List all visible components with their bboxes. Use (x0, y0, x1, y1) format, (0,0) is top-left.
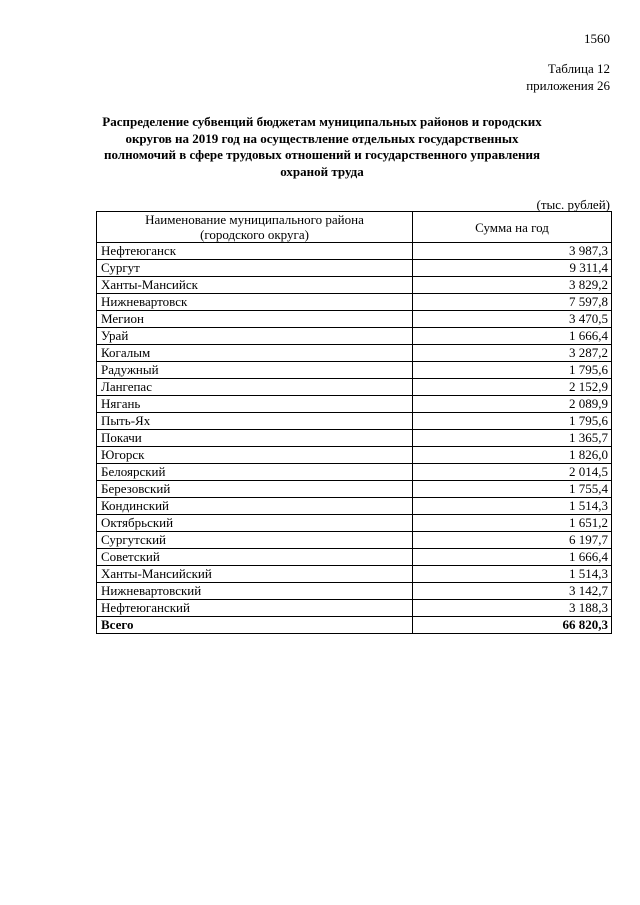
municipality-name: Покачи (97, 430, 413, 447)
annual-sum: 3 829,2 (413, 277, 612, 294)
annual-sum: 1 826,0 (413, 447, 612, 464)
page-number: 1560 (584, 31, 610, 46)
table-row (97, 464, 612, 481)
annual-sum: 1 514,3 (413, 498, 612, 515)
total-row (97, 617, 612, 634)
municipality-name: Белоярский (97, 464, 413, 481)
municipality-name: Югорск (97, 447, 413, 464)
subvention-table (96, 211, 612, 634)
municipality-name: Березовский (97, 481, 413, 498)
table-row (97, 260, 612, 277)
annual-sum: 3 142,7 (413, 583, 612, 600)
table-row (97, 498, 612, 515)
total-label: Всего (97, 617, 413, 634)
table-row (97, 345, 612, 362)
municipality-name: Нефтеюганский (97, 600, 413, 617)
municipality-name: Пыть-Ях (97, 413, 413, 430)
annual-sum: 1 755,4 (413, 481, 612, 498)
annual-sum: 2 089,9 (413, 396, 612, 413)
table-row (97, 243, 612, 260)
annual-sum: 3 188,3 (413, 600, 612, 617)
annual-sum: 6 197,7 (413, 532, 612, 549)
municipality-name: Радужный (97, 362, 413, 379)
table-row (97, 311, 612, 328)
municipality-name: Октябрьский (97, 515, 413, 532)
table-row (97, 413, 612, 430)
table-row (97, 362, 612, 379)
municipality-name: Кондинский (97, 498, 413, 515)
document-title: Распределение субвенций бюджетам муниципальных районов и городских округов на 2019 год на осуществление отдельных государственных полномочий в сфере трудовых отношений и государственного управления охраной труда (102, 114, 542, 179)
table-row (97, 583, 612, 600)
municipality-name: Ханты-Мансийск (97, 277, 413, 294)
table-row (97, 532, 612, 549)
annual-sum: 1 514,3 (413, 566, 612, 583)
table-row (97, 566, 612, 583)
municipality-name: Когалым (97, 345, 413, 362)
annual-sum: 9 311,4 (413, 260, 612, 277)
total-value: 66 820,3 (413, 617, 612, 634)
table-row (97, 515, 612, 532)
annual-sum: 2 152,9 (413, 379, 612, 396)
municipality-name: Нягань (97, 396, 413, 413)
annual-sum: 1 666,4 (413, 549, 612, 566)
annual-sum: 3 470,5 (413, 311, 612, 328)
table-row (97, 447, 612, 464)
table-reference-line-2: приложения 26 (526, 78, 610, 93)
table-reference-line-1: Таблица 12 (547, 61, 610, 76)
municipality-name: Сургутский (97, 532, 413, 549)
municipality-name: Ханты-Мансийский (97, 566, 413, 583)
table-header-row (97, 212, 612, 243)
header-sum: Сумма на год (413, 212, 612, 243)
table-row (97, 481, 612, 498)
municipality-name: Нефтеюганск (97, 243, 413, 260)
annual-sum: 1 365,7 (413, 430, 612, 447)
table-row (97, 600, 612, 617)
table-body (97, 243, 612, 634)
annual-sum: 1 795,6 (413, 362, 612, 379)
annual-sum: 7 597,8 (413, 294, 612, 311)
table-row (97, 549, 612, 566)
table-row (97, 430, 612, 447)
annual-sum: 1 651,2 (413, 515, 612, 532)
unit-label: (тыс. рублей) (536, 197, 610, 212)
annual-sum: 3 287,2 (413, 345, 612, 362)
municipality-name: Мегион (97, 311, 413, 328)
annual-sum: 1 666,4 (413, 328, 612, 345)
table-reference (526, 60, 610, 94)
annual-sum: 2 014,5 (413, 464, 612, 481)
annual-sum: 3 987,3 (413, 243, 612, 260)
municipality-name: Урай (97, 328, 413, 345)
header-name (97, 212, 413, 243)
header-name-line-2: (городского округа) (200, 227, 309, 242)
municipality-name: Нижневартовский (97, 583, 413, 600)
table-row (97, 328, 612, 345)
municipality-name: Сургут (97, 260, 413, 277)
table-row (97, 396, 612, 413)
annual-sum: 1 795,6 (413, 413, 612, 430)
municipality-name: Советский (97, 549, 413, 566)
table-row (97, 294, 612, 311)
header-name-line-1: Наименование муниципального района (145, 212, 364, 227)
municipality-name: Нижневартовск (97, 294, 413, 311)
table-row (97, 379, 612, 396)
table-row (97, 277, 612, 294)
municipality-name: Лангепас (97, 379, 413, 396)
